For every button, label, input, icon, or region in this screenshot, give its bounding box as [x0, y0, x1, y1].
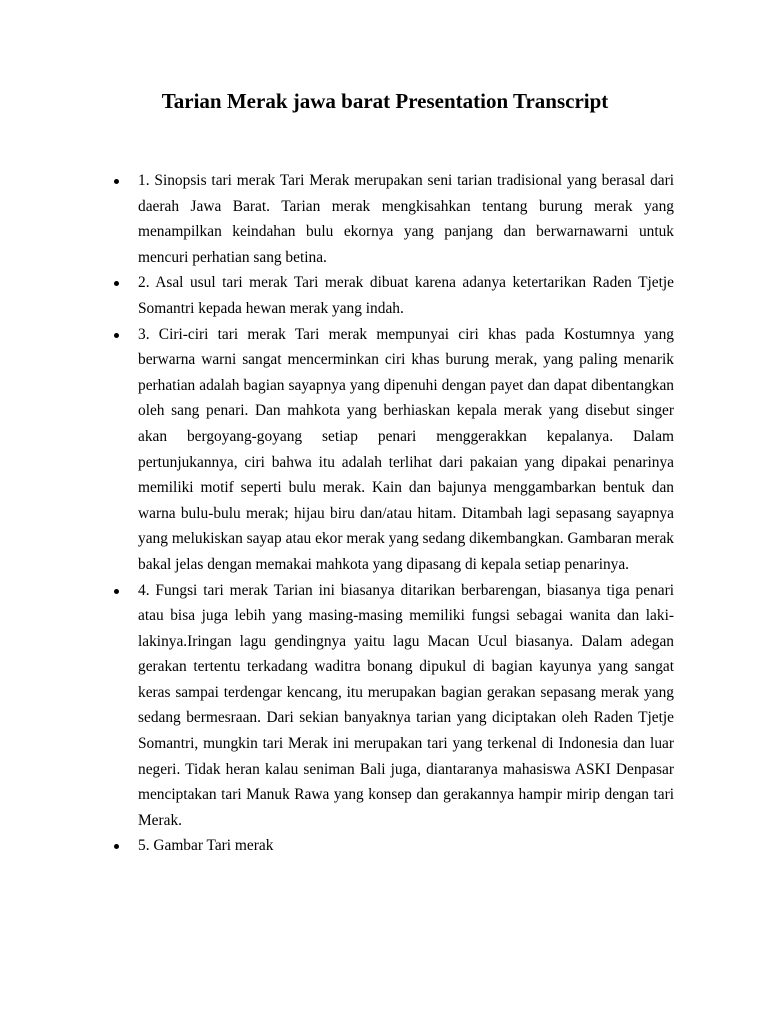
list-item-text: 2. Asal usul tari merak Tari merak dibuat karena adanya ketertarikan Raden Tjetje Somantri kepada hewan merak yang indah.: [138, 274, 674, 317]
list-item-text: 1. Sinopsis tari merak Tari Merak merupakan seni tarian tradisional yang berasal dari daerah Jawa Barat. Tarian merak mengkisahkan tentang burung merak yang menampilkan keindahan bulu ekornya yang panjang dan berwarnawarni untuk mencuri perhatian sang betina.: [138, 172, 674, 266]
list-item-text: 5. Gambar Tari merak: [138, 837, 274, 855]
list-item: [0, 270, 768, 321]
list-item-text: 3. Ciri-ciri tari merak Tari merak mempunyai ciri khas pada Kostumnya yang berwarna warni sangat mencerminkan ciri khas burung merak, yang paling menarik perhatian adalah bagian sayapnya yang dipenuhi dengan payet dan dapat dibentangkan oleh sang penari. Dan mahkota yang berhiaskan kepala merak yang disebut singer akan bergoyang-goyang setiap penari menggerakkan kepalanya. Dalam pertunjukannya, ciri bahwa itu adalah terlihat dari pakaian yang dipakai penarinya memiliki motif seperti bulu merak. Kain dan bajunya menggambarkan bentuk dan warna bulu-bulu merak; hijau biru dan/atau hitam. Ditambah lagi sepasang sayapnya yang melukiskan sayap atau ekor merak yang sedang dikembangkan. Gambaran merak bakal jelas dengan memakai mahkota yang dipasang di kepala setiap penarinya.: [138, 325, 674, 573]
bullet-icon: [114, 281, 119, 286]
list-item: [0, 168, 768, 270]
bullet-list: [0, 168, 768, 859]
list-item: [0, 322, 768, 578]
bullet-icon: [114, 844, 119, 849]
bullet-icon: [114, 589, 119, 594]
document-title-text: Tarian Merak jawa barat Presentation Transcript: [161, 89, 609, 113]
list-item-text: 4. Fungsi tari merak Tarian ini biasanya ditarikan berbarengan, biasanya tiga penari atau bisa juga lebih yang masing-masing memiliki fungsi sebagai wanita dan laki-lakinya.Iringan lagu gendingnya yaitu lagu Macan Ucul biasanya. Dalam adegan gerakan tertentu terkadang waditra bonang dipukul di bagian kayunya yang sangat keras sampai terdengar kencang, itu merupakan bagian gerakan sepasang merak yang sedang bermesraan. Dari sekian banyaknya tarian yang diciptakan oleh Raden Tjetje Somantri, mungkin tari Merak ini merupakan tari yang terkenal di Indonesia dan luar negeri. Tidak heran kalau seniman Bali juga, diantaranya mahasiswa ASKI Denpasar menciptakan tari Manuk Rawa yang konsep dan gerakannya hampir mirip dengan tari Merak.: [138, 581, 674, 829]
list-item: [0, 578, 768, 834]
document-title: [0, 86, 768, 116]
bullet-icon: [114, 333, 119, 338]
bullet-icon: [114, 179, 119, 184]
list-item: [0, 833, 768, 859]
